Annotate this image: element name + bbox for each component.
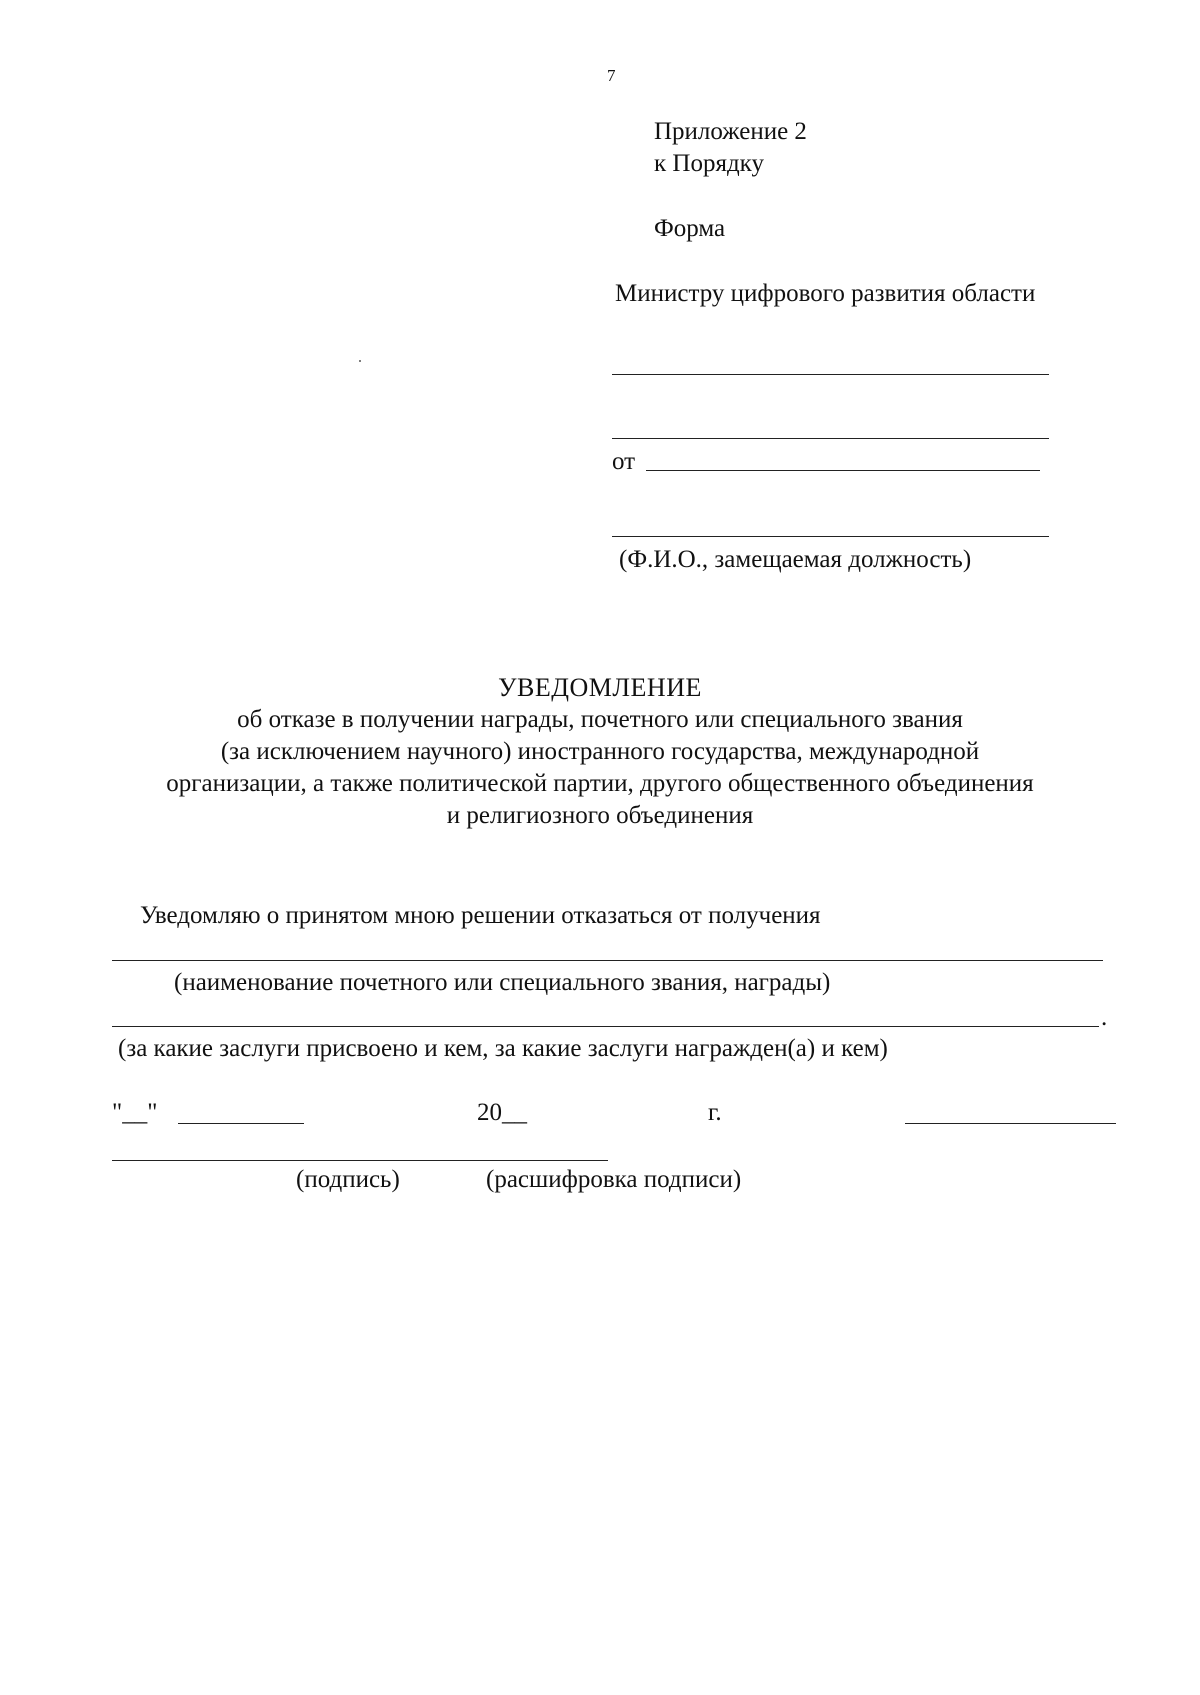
appendix-line-1: Приложение 2 bbox=[654, 118, 807, 145]
addressee-blank-line-1[interactable] bbox=[612, 374, 1049, 375]
fio-caption: (Ф.И.О., замещаемая должность) bbox=[619, 546, 972, 573]
signature-decoding-caption: (расшифровка подписи) bbox=[486, 1166, 742, 1193]
date-day-quotes: "__" bbox=[112, 1099, 158, 1126]
merit-caption: (за какие заслуги присвоено и кем, за какие заслуги награжден(а) и кем) bbox=[118, 1035, 888, 1062]
form-label: Форма bbox=[654, 215, 726, 242]
addressee-blank-line-2[interactable] bbox=[612, 438, 1049, 439]
award-name-blank-line[interactable] bbox=[112, 960, 1103, 961]
merit-blank-line[interactable] bbox=[112, 1026, 1099, 1027]
date-year-suffix: г. bbox=[708, 1099, 722, 1126]
title-line-3: организации, а также политической партии, другого общественного объединения bbox=[166, 770, 1034, 797]
signature-caption: (подпись) bbox=[296, 1166, 400, 1193]
notification-title bbox=[100, 672, 1100, 832]
stray-dot bbox=[359, 360, 361, 362]
addressee-to: Министру цифрового развития области bbox=[615, 280, 1036, 307]
page-number: 7 bbox=[607, 66, 616, 85]
date-month-blank-line[interactable] bbox=[178, 1123, 304, 1124]
statement-text: Уведомляю о принятом мною решении отказаться от получения bbox=[140, 902, 821, 929]
award-name-caption: (наименование почетного или специального звания, награды) bbox=[174, 969, 831, 996]
merit-line-period: . bbox=[1101, 1004, 1108, 1031]
title-line-1: об отказе в получении награды, почетного или специального звания bbox=[237, 706, 963, 733]
fio-blank-line[interactable] bbox=[612, 536, 1049, 537]
title-line-4: и религиозного объединения bbox=[446, 802, 754, 829]
from-blank-line[interactable] bbox=[646, 470, 1040, 471]
from-label: от bbox=[612, 448, 636, 475]
appendix-line-2: к Порядку bbox=[654, 150, 764, 177]
date-year-prefix: 20__ bbox=[477, 1099, 527, 1126]
right-signature-blank-line[interactable] bbox=[905, 1123, 1116, 1124]
signature-blank-line[interactable] bbox=[112, 1160, 608, 1161]
title-heading: УВЕДОМЛЕНИЕ bbox=[498, 673, 702, 702]
title-line-2: (за исключением научного) иностранного государства, международной bbox=[220, 738, 980, 765]
